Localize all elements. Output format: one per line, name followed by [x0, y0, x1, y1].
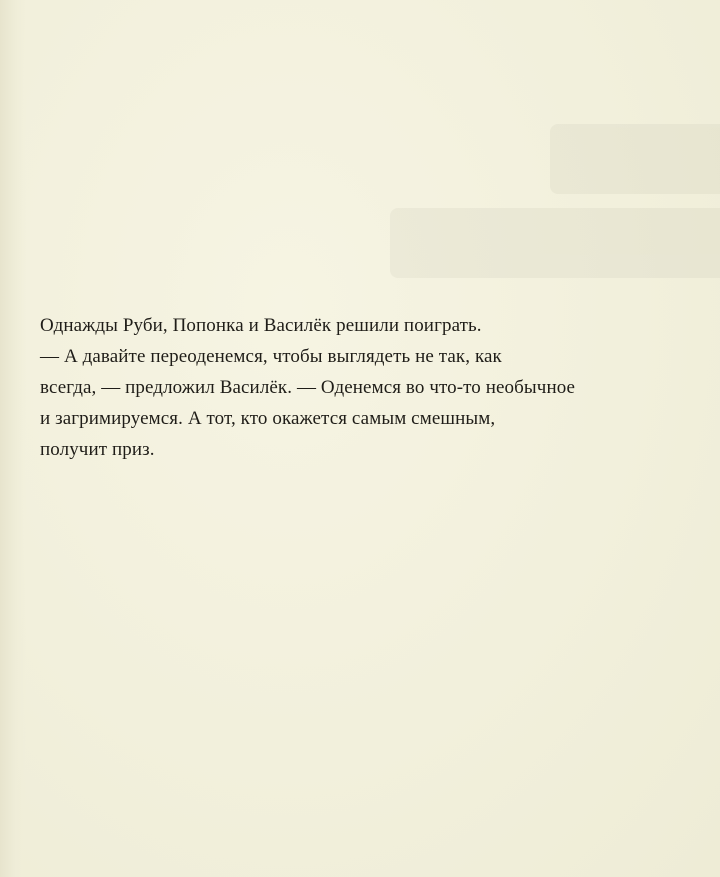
show-through-from-reverse — [370, 110, 720, 310]
text-line-4: и загримируемся. А тот, кто окажется самым смешным, — [40, 408, 496, 429]
text-line-3: всегда, — предложил Василёк. — Оденемся во что-то необычное — [40, 377, 576, 398]
text-line-5: получит приз. — [40, 439, 155, 460]
text-line-2: — А давайте переоденемся, чтобы выглядеть не так, как — [40, 346, 502, 367]
story-text — [40, 310, 680, 465]
spine-shadow — [0, 0, 26, 877]
text-line-1: Однажды Руби, Попонка и Василёк решили поиграть. — [40, 315, 482, 336]
